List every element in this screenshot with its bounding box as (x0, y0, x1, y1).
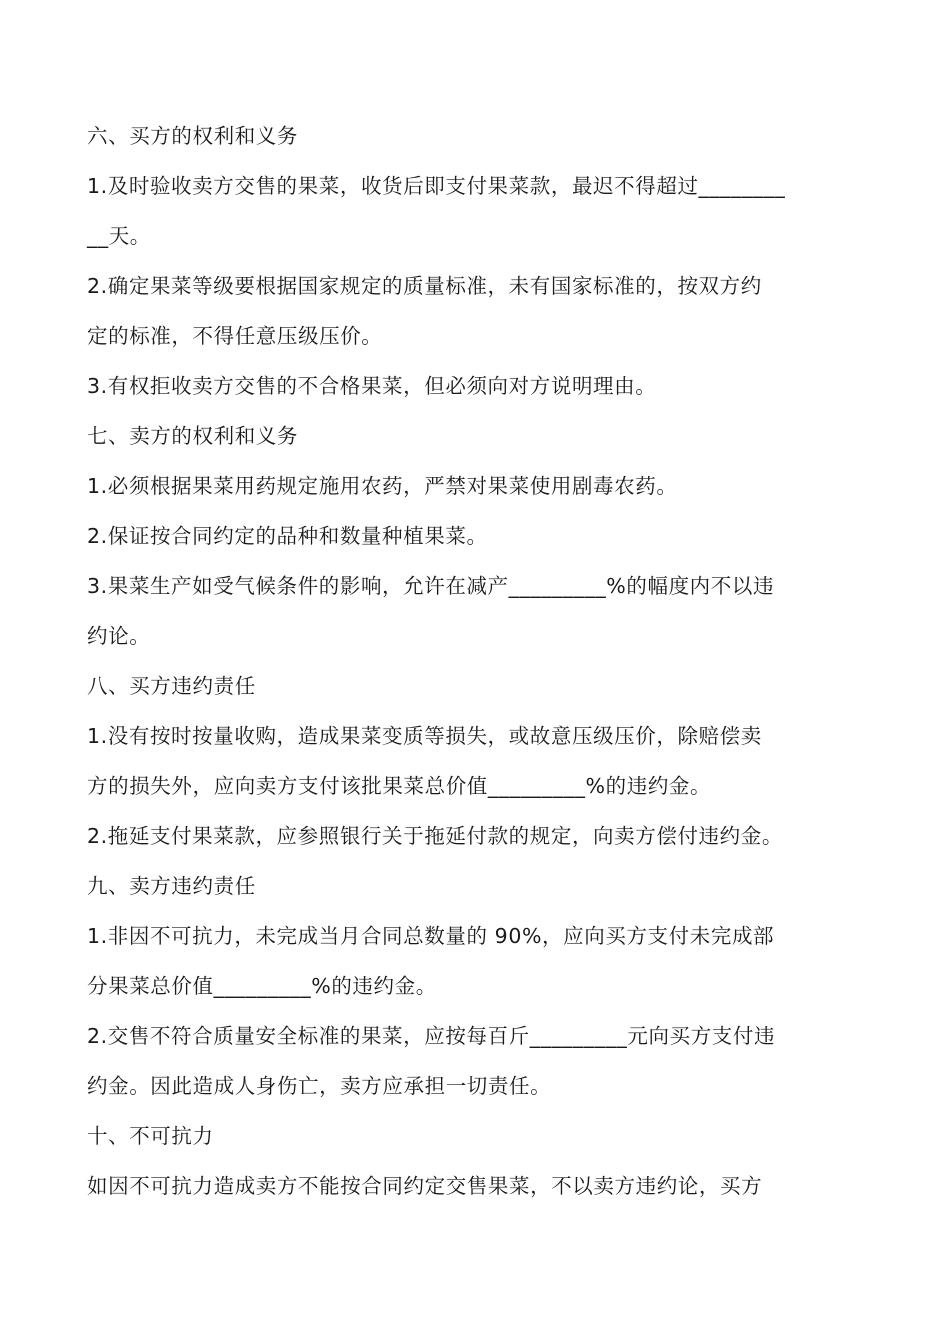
section-heading-buyer-breach: 八、买方违约责任 (87, 674, 256, 698)
clause-line: 2.交售不符合质量安全标准的果菜，应按每百斤_________元向买方支付违 (87, 1024, 776, 1048)
clause-line: 1.及时验收卖方交售的果菜，收货后即支付果菜款，最迟不得超过________ (87, 174, 786, 198)
clause-line: __天。 (87, 224, 151, 248)
clause-line: 1.没有按时按量收购，造成果菜变质等损失，或故意压级压价，除赔偿卖 (87, 724, 762, 748)
section-heading-force-majeure: 十、不可抗力 (87, 1124, 214, 1148)
clause-line: 2.确定果菜等级要根据国家规定的质量标准，未有国家标准的，按双方约 (87, 274, 762, 298)
clause-line: 约论。 (87, 624, 151, 648)
clause-line: 3.有权拒收卖方交售的不合格果菜，但必须向对方说明理由。 (87, 374, 657, 398)
section-heading-seller-breach: 九、卖方违约责任 (87, 874, 256, 898)
clause-line: 如因不可抗力造成卖方不能按合同约定交售果菜，不以卖方违约论，买方 (87, 1174, 763, 1198)
section-heading-buyer-rights: 六、买方的权利和义务 (87, 124, 298, 148)
clause-line: 3.果菜生产如受气候条件的影响，允许在减产_________%的幅度内不以违 (87, 574, 775, 598)
clause-line: 方的损失外，应向卖方支付该批果菜总价值_________%的违约金。 (87, 774, 712, 798)
clause-line: 约金。因此造成人身伤亡，卖方应承担一切责任。 (87, 1074, 552, 1098)
clause-line: 1.非因不可抗力，未完成当月合同总数量的 90%，应向买方支付未完成部 (87, 924, 775, 948)
clause-line: 定的标准，不得任意压级压价。 (87, 324, 383, 348)
clause-line: 2.拖延支付果菜款，应参照银行关于拖延付款的规定，向卖方偿付违约金。 (87, 824, 783, 848)
clause-line: 2.保证按合同约定的品种和数量种植果菜。 (87, 524, 488, 548)
section-heading-seller-rights: 七、卖方的权利和义务 (87, 424, 298, 448)
clause-line: 1.必须根据果菜用药规定施用农药，严禁对果菜使用剧毒农药。 (87, 474, 678, 498)
clause-line: 分果菜总价值_________%的违约金。 (87, 974, 437, 998)
